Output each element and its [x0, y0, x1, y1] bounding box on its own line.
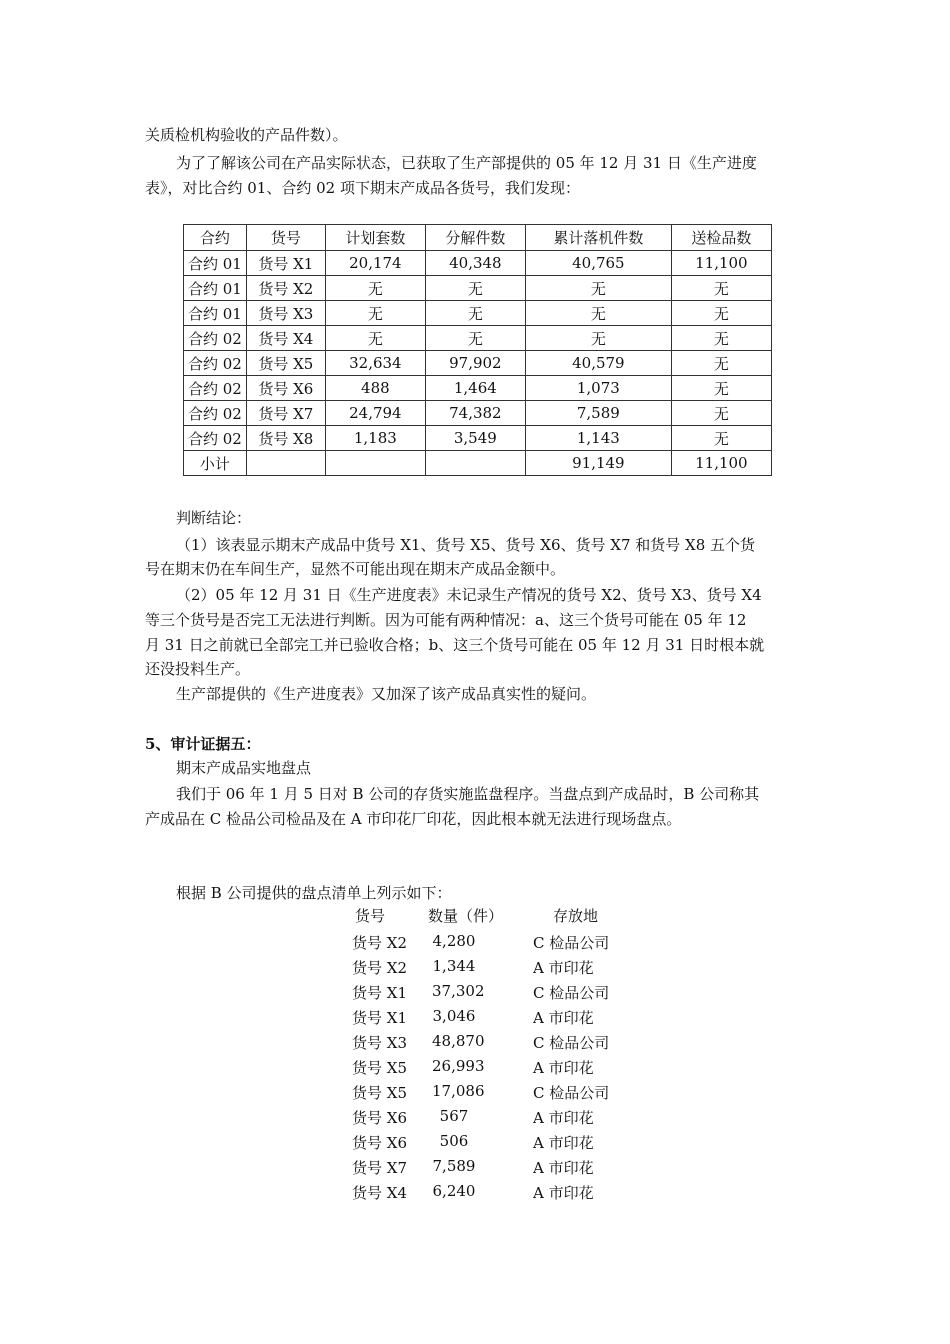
- inventory-qty: 6,240: [432, 1182, 476, 1200]
- inventory-item: 货号 X2: [352, 959, 407, 977]
- cell: 合约 01: [184, 276, 247, 301]
- cell: 无: [525, 301, 671, 326]
- cell: 货号 X3: [246, 301, 325, 326]
- section5-list-intro: 根据 B 公司提供的盘点清单上列示如下：: [176, 884, 452, 902]
- inventory-item: 货号 X1: [352, 1009, 407, 1027]
- cell: 40,579: [525, 351, 671, 376]
- cell: 货号 X6: [246, 376, 325, 401]
- inventory-qty: 48,870: [432, 1032, 485, 1050]
- header-cumulative-off-machine: 累计落机件数: [525, 225, 671, 251]
- cell: 小计: [184, 451, 247, 476]
- section5-title: 5、审计证据五：: [145, 735, 261, 753]
- inventory-item: 货号 X6: [352, 1109, 407, 1127]
- conclusion-line-1: （1）该表显示期末产成品中货号 X1、货号 X5、货号 X6、货号 X7 和货号 X8 五个货: [176, 536, 756, 554]
- cell: 无: [671, 301, 771, 326]
- cell: 合约 02: [184, 351, 247, 376]
- table-row: [184, 376, 772, 401]
- production-progress-table: [183, 224, 772, 476]
- conclusion-line-5: 月 31 日之前就已全部完工并已验收合格；b、这三个货号可能在 05 年 12 月 31 日时根本就: [145, 636, 765, 654]
- intro-line-2: 为了了解该公司在产品实际状态，已获取了生产部提供的 05 年 12 月 31 日《生产进度: [176, 154, 757, 172]
- cell: 7,589: [525, 401, 671, 426]
- cell: 合约 01: [184, 251, 247, 276]
- inventory-header-item: 货号: [355, 907, 386, 925]
- inventory-item: 货号 X3: [352, 1034, 407, 1052]
- cell: 1,183: [325, 426, 425, 451]
- cell: 货号 X1: [246, 251, 325, 276]
- cell: 无: [525, 326, 671, 351]
- cell: 合约 02: [184, 401, 247, 426]
- cell: 货号 X7: [246, 401, 325, 426]
- cell: 货号 X8: [246, 426, 325, 451]
- cell: 无: [325, 326, 425, 351]
- header-contract: 合约: [184, 225, 247, 251]
- cell: [425, 451, 525, 476]
- inventory-location: C 检品公司: [533, 1084, 610, 1102]
- inventory-qty: 506: [439, 1132, 469, 1150]
- inventory-location: A 市印花: [533, 1109, 594, 1127]
- cell: 货号 X2: [246, 276, 325, 301]
- cell: 1,073: [525, 376, 671, 401]
- cell: 74,382: [425, 401, 525, 426]
- section5-subtitle: 期末产成品实地盘点: [176, 759, 312, 777]
- inventory-qty: 4,280: [432, 932, 476, 950]
- conclusion-line-4: 等三个货号是否完工无法进行判断。因为可能有两种情况：a、这三个货号可能在 05 年 12: [145, 611, 747, 629]
- cell: 1,143: [525, 426, 671, 451]
- table-row: [184, 426, 772, 451]
- cell: 11,100: [671, 451, 771, 476]
- cell: 3,549: [425, 426, 525, 451]
- cell: 无: [671, 376, 771, 401]
- header-split-pieces: 分解件数: [425, 225, 525, 251]
- inventory-location: A 市印花: [533, 1159, 594, 1177]
- cell: 无: [425, 276, 525, 301]
- cell: 合约 01: [184, 301, 247, 326]
- inventory-item: 货号 X7: [352, 1159, 407, 1177]
- inventory-location: A 市印花: [533, 1184, 594, 1202]
- conclusion-line-2: 号在期末仍在车间生产，显然不可能出现在期末产成品金额中。: [145, 560, 566, 578]
- inventory-qty: 567: [439, 1107, 469, 1125]
- cell: 合约 02: [184, 326, 247, 351]
- table-row: [184, 351, 772, 376]
- inventory-qty: 37,302: [432, 982, 485, 1000]
- cell: 20,174: [325, 251, 425, 276]
- cell: 无: [671, 401, 771, 426]
- inventory-qty: 7,589: [432, 1157, 476, 1175]
- conclusion-line-6: 还没投料生产。: [145, 660, 251, 678]
- cell: 无: [671, 351, 771, 376]
- conclusion-heading: 判断结论：: [176, 509, 252, 527]
- table-row: [184, 301, 772, 326]
- table-row: [184, 251, 772, 276]
- cell: 1,464: [425, 376, 525, 401]
- cell: 40,765: [525, 251, 671, 276]
- inventory-location: A 市印花: [533, 1134, 594, 1152]
- cell: 32,634: [325, 351, 425, 376]
- cell: 货号 X4: [246, 326, 325, 351]
- inventory-item: 货号 X5: [352, 1059, 407, 1077]
- cell: 无: [671, 326, 771, 351]
- cell: 无: [325, 301, 425, 326]
- cell: 合约 02: [184, 376, 247, 401]
- table-header-row: [184, 225, 772, 251]
- inventory-location: C 检品公司: [533, 1034, 610, 1052]
- cell: 488: [325, 376, 425, 401]
- inventory-header-qty: 数量（件）: [428, 907, 504, 925]
- cell: 无: [325, 276, 425, 301]
- cell: 无: [671, 276, 771, 301]
- inventory-location: A 市印花: [533, 1009, 594, 1027]
- cell: 11,100: [671, 251, 771, 276]
- inventory-location: A 市印花: [533, 1059, 594, 1077]
- inventory-qty: 17,086: [432, 1082, 485, 1100]
- inventory-qty: 1,344: [432, 957, 476, 975]
- inventory-item: 货号 X5: [352, 1084, 407, 1102]
- cell: 货号 X5: [246, 351, 325, 376]
- inventory-qty: 26,993: [432, 1057, 485, 1075]
- intro-line-3: 表》，对比合约 01、合约 02 项下期末产成品各货号，我们发现：: [145, 179, 580, 197]
- table-row: [184, 401, 772, 426]
- conclusion-line-7: 生产部提供的《生产进度表》又加深了该产成品真实性的疑问。: [176, 685, 597, 703]
- cell: 91,149: [525, 451, 671, 476]
- section5-line-2: 产成品在 C 检品公司检品及在 A 市印花厂印花，因此根本就无法进行现场盘点。: [145, 810, 682, 828]
- cell: 合约 02: [184, 426, 247, 451]
- inventory-item: 货号 X1: [352, 984, 407, 1002]
- cell: 无: [425, 301, 525, 326]
- inventory-item: 货号 X2: [352, 934, 407, 952]
- cell: 40,348: [425, 251, 525, 276]
- inventory-location: C 检品公司: [533, 934, 610, 952]
- subtotal-row: [184, 451, 772, 476]
- cell: 97,902: [425, 351, 525, 376]
- cell: 24,794: [325, 401, 425, 426]
- section5-line-1: 我们于 06 年 1 月 5 日对 B 公司的存货实施监盘程序。当盘点到产成品时，B 公司称其: [176, 785, 760, 803]
- inventory-item: 货号 X6: [352, 1134, 407, 1152]
- inventory-qty: 3,046: [432, 1007, 476, 1025]
- cell: 无: [425, 326, 525, 351]
- cell: 无: [671, 426, 771, 451]
- inventory-header-location: 存放地: [553, 907, 599, 925]
- conclusion-line-3: （2）05 年 12 月 31 日《生产进度表》未记录生产情况的货号 X2、货号 X3、货号 X4: [176, 586, 762, 604]
- cell: [246, 451, 325, 476]
- cell: 无: [525, 276, 671, 301]
- table-row: [184, 276, 772, 301]
- inventory-location: C 检品公司: [533, 984, 610, 1002]
- header-item-no: 货号: [246, 225, 325, 251]
- inventory-location: A 市印花: [533, 959, 594, 977]
- header-planned-sets: 计划套数: [325, 225, 425, 251]
- inventory-item: 货号 X4: [352, 1184, 407, 1202]
- cell: [325, 451, 425, 476]
- table-row: [184, 326, 772, 351]
- intro-line-1: 关质检机构验收的产品件数）。: [145, 126, 348, 144]
- header-sent-inspection: 送检品数: [671, 225, 771, 251]
